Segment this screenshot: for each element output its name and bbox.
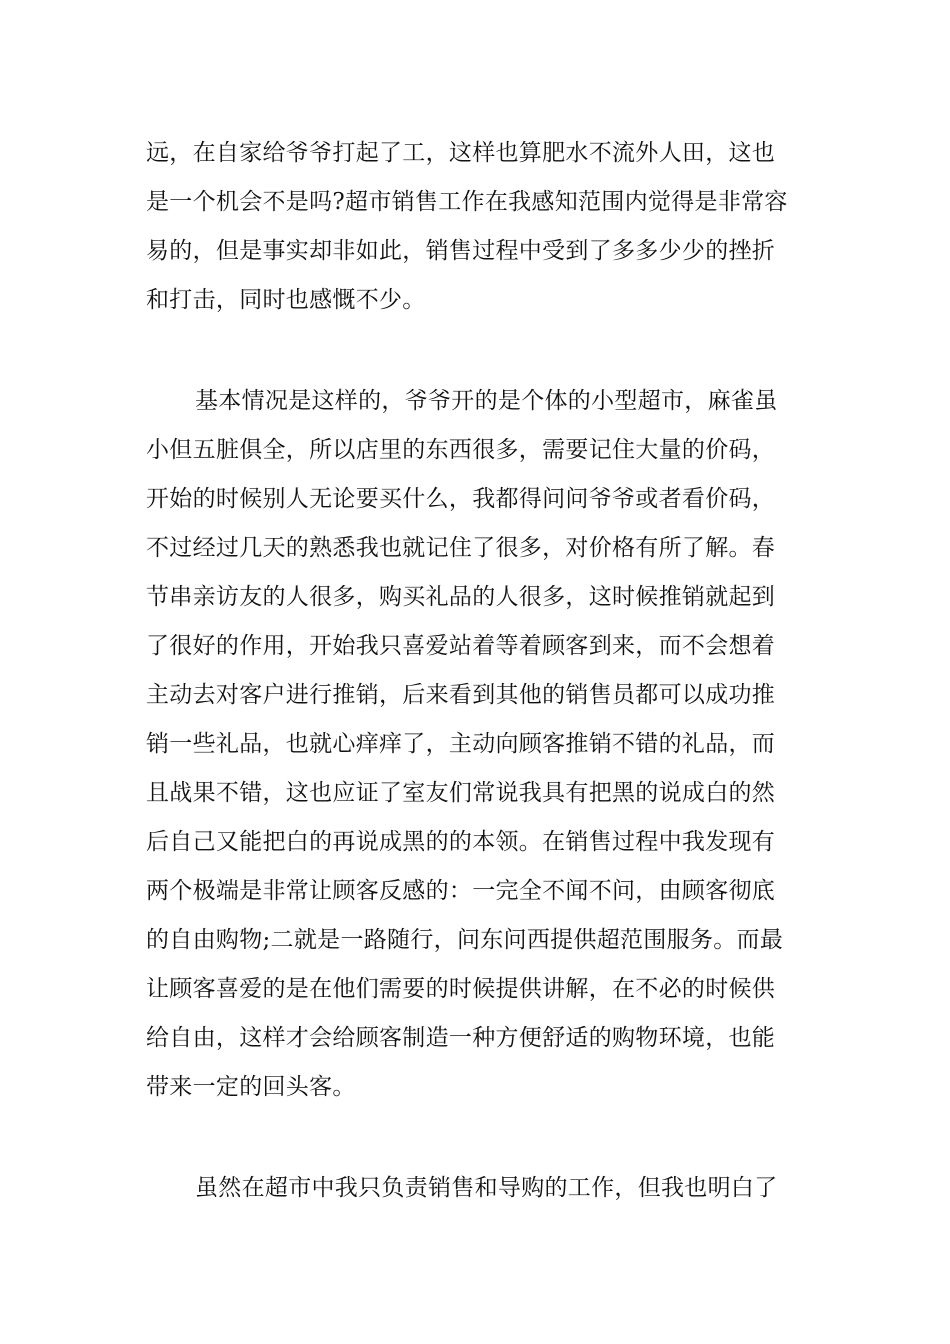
paragraph-1-line-4: 和打击，同时也感慨不少。 — [146, 287, 426, 313]
paragraph-2-line-12: 的自由购物;二就是一路随行，问东问西提供超范围服务。而最 — [146, 927, 784, 953]
paragraph-2-line-11: 两个极端是非常让顾客反感的：一完全不闻不问，由顾客彻底 — [146, 878, 776, 904]
paragraph-2-line-10: 后自己又能把白的再说成黑的的本领。在销售过程中我发现有 — [146, 829, 776, 855]
paragraph-3-line-1: 虽然在超市中我只负责销售和导购的工作，但我也明白了 — [195, 1175, 778, 1201]
paragraph-2-line-13: 让顾客喜爱的是在他们需要的时候提供讲解，在不必的时候供 — [146, 976, 776, 1002]
paragraph-2-line-1: 基本情况是这样的，爷爷开的是个体的小型超市，麻雀虽 — [195, 388, 778, 414]
paragraph-2-line-2: 小但五脏俱全，所以店里的东西很多，需要记住大量的价码， — [146, 437, 776, 463]
paragraph-1-line-3: 易的，但是事实却非如此，销售过程中受到了多多少少的挫折 — [146, 238, 776, 264]
paragraph-2-line-9: 且战果不错，这也应证了室友们常说我具有把黑的说成白的然 — [146, 780, 776, 806]
paragraph-2-line-8: 销一些礼品，也就心痒痒了，主动向顾客推销不错的礼品，而 — [146, 731, 776, 757]
paragraph-2-line-3: 开始的时候别人无论要买什么，我都得问问爷爷或者看价码， — [146, 486, 776, 512]
paragraph-2-line-14: 给自由，这样才会给顾客制造一种方便舒适的购物环境，也能 — [146, 1025, 776, 1051]
paragraph-1-line-1: 远，在自家给爷爷打起了工，这样也算肥水不流外人田，这也 — [146, 140, 776, 166]
paragraph-1-line-2: 是一个机会不是吗?超市销售工作在我感知范围内觉得是非常容 — [146, 189, 788, 215]
paragraph-2-line-4: 不过经过几天的熟悉我也就记住了很多，对价格有所了解。春 — [146, 535, 776, 561]
paragraph-2-line-5: 节串亲访友的人很多，购买礼品的人很多，这时候推销就起到 — [146, 584, 776, 610]
paragraph-2-line-7: 主动去对客户进行推销，后来看到其他的销售员都可以成功推 — [146, 682, 776, 708]
paragraph-2-line-15: 带来一定的回头客。 — [146, 1074, 356, 1100]
paragraph-2-line-6: 了很好的作用，开始我只喜爱站着等着顾客到来，而不会想着 — [146, 633, 776, 659]
